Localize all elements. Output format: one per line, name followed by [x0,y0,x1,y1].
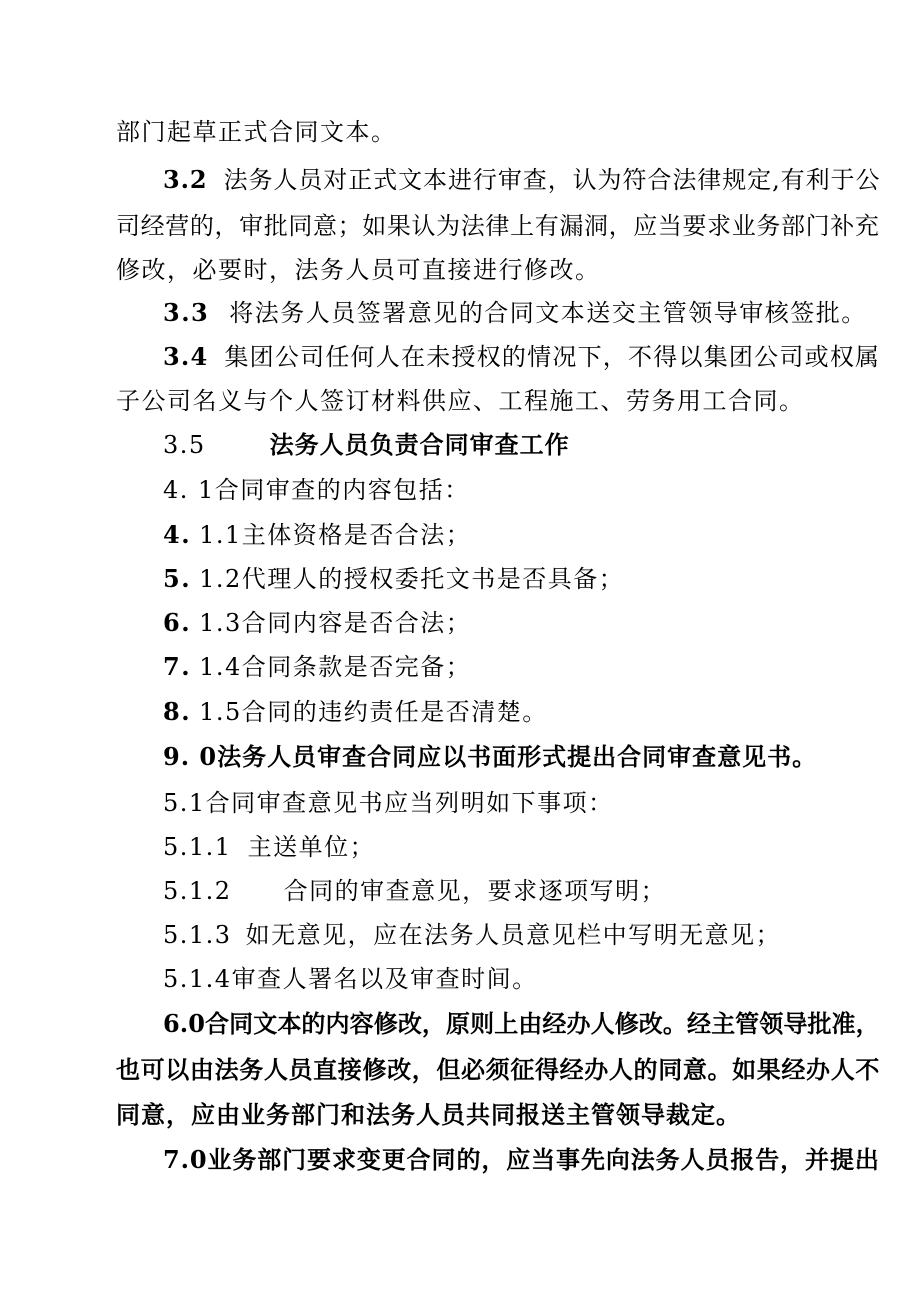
text-line [163,876,666,906]
list-number: 5.1.1 [163,833,232,861]
list-text: 1.4合同条款是否完备； [199,653,472,681]
text-line [163,430,570,460]
list-text: 1.3合同内容是否合法； [199,609,472,637]
text-line: 也可以由法务人员直接修改，但必须征得经办人的同意。如果经办人不 [116,1055,880,1084]
list-number: 5.1.2 [163,877,232,905]
clause-number: 3.3 [163,298,210,327]
text-line [163,342,880,372]
text-line [163,920,781,950]
list-text: 1.1主体资格是否合法； [199,521,472,549]
list-text: 主送单位； [247,833,376,861]
text-line [163,564,624,594]
clause-text: 集团公司任何人在未授权的情况下，不得以集团公司或权属 [224,343,881,371]
clause-number: 3.5 [163,431,206,459]
text-line: 5.1.4审查人署名以及审查时间。 [163,965,538,993]
text-line [163,520,471,550]
clause-text: 法务人员对正式文本进行审查，认为符合法律规定,有利于公 [223,166,881,194]
text-line [163,697,548,727]
clause-text: 法务人员负责合同审查工作 [269,430,570,459]
list-number: 4. [163,520,192,549]
clause-number: 3.2 [163,165,208,194]
text-line: 7.0业务部门要求变更合同的，应当事先向法务人员报告，并提出 [163,1145,880,1174]
list-text: 1.2代理人的授权委托文书是否具备； [199,565,625,593]
text-line: 5.1合同审查意见书应当列明如下事项： [163,789,614,817]
list-text: 1.5合同的违约责任是否清楚。 [199,698,548,726]
text-line: 部门起草正式合同文本。 [116,118,397,146]
text-line: 同意，应由业务部门和法务人员共同报送主管领导裁定。 [116,1100,741,1129]
clause-number: 3.4 [163,342,209,371]
text-line [163,832,375,862]
list-number: 8. [163,697,192,726]
clause-text: 将法务人员签署意见的合同文本送交主管领导审核签批。 [229,299,867,327]
text-line [163,608,471,638]
text-line: 子公司名义与个人签订材料供应、工程施工、劳务用工合同。 [116,387,805,415]
text-line [163,298,867,328]
list-number: 7. [163,652,192,681]
list-number: 6. [163,608,192,637]
text-line [163,652,471,682]
text-line: 司经营的，审批同意；如果认为法律上有漏洞，应当要求业务部门补充 [116,212,880,240]
text-line [163,165,880,195]
list-number: 5. [163,564,192,593]
list-number: 5.1.3 [163,921,232,949]
section-heading: 9. 0法务人员审查合同应以书面形式提出合同审查意见书。 [163,742,818,771]
text-line: 6.0合同文本的内容修改，原则上由经办人修改。经主管领导批准， [163,1009,880,1038]
text-line: 4. 1合同审查的内容包括： [163,476,470,504]
list-text: 合同的审查意见，要求逐项写明； [283,877,667,905]
text-line: 修改，必要时，法务人员可直接进行修改。 [116,256,601,284]
list-text: 如无意见，应在法务人员意见栏中写明无意见； [245,921,782,949]
